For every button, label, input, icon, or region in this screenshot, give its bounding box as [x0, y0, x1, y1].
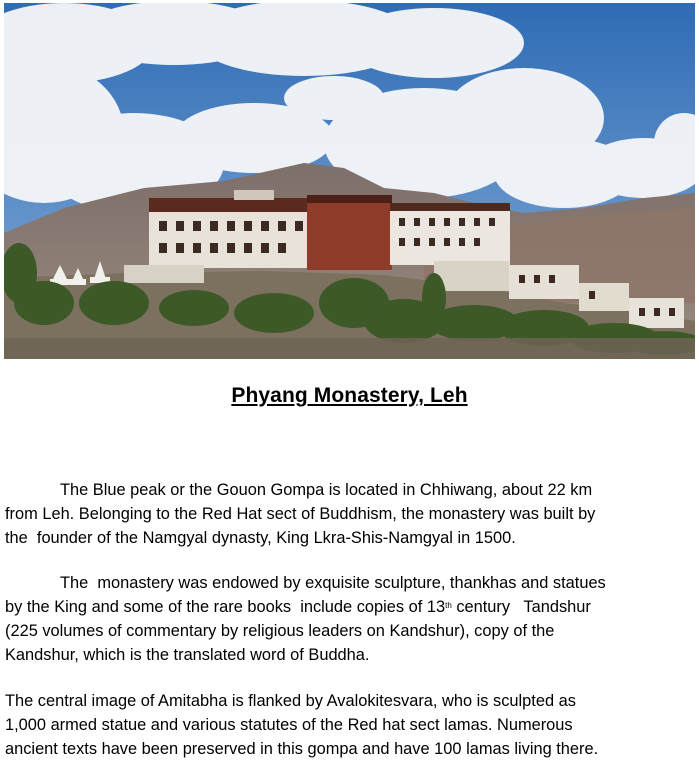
paragraph-1-line-2: from Leh. Belonging to the Red Hat sect of Buddhism, the monastery was built by	[5, 505, 596, 523]
paragraph-2-line-1: The monastery was endowed by exquisite sculpture, thankhas and statues	[60, 574, 606, 592]
monastery-photo	[4, 3, 695, 359]
paragraph-1-line-3: the founder of the Namgyal dynasty, King Lkra-Shis-Namgyal in 1500.	[5, 529, 516, 547]
ordinal-superscript: th	[445, 601, 452, 610]
paragraph-1-line-1: The Blue peak or the Gouon Gompa is located in Chhiwang, about 22 km	[60, 481, 593, 499]
paragraph-3-line-3: ancient texts have been preserved in this gompa and have 100 lamas living there.	[5, 740, 599, 758]
paragraph-3-line-1: The central image of Amitabha is flanked by Avalokitesvara, who is sculpted as	[5, 692, 576, 710]
paragraph-2-line-4: Kandshur, which is the translated word of Buddha.	[5, 646, 370, 664]
paragraph-2-line-2a: by the King and some of the rare books include copies of 13	[5, 598, 446, 616]
paragraph-1	[5, 478, 693, 550]
paragraph-3	[5, 689, 693, 761]
paragraph-2	[5, 571, 693, 667]
paragraph-2-line-3: (225 volumes of commentary by religious leaders on Kandshur), copy of the	[5, 622, 555, 640]
monastery-photo-illustration	[4, 3, 695, 359]
paragraph-3-line-2: 1,000 armed statue and various statutes of the Red hat sect lamas. Numerous	[5, 716, 573, 734]
page-title: Phyang Monastery, Leh	[231, 384, 468, 407]
paragraph-2-line-2b: century Tandshur	[451, 598, 591, 616]
